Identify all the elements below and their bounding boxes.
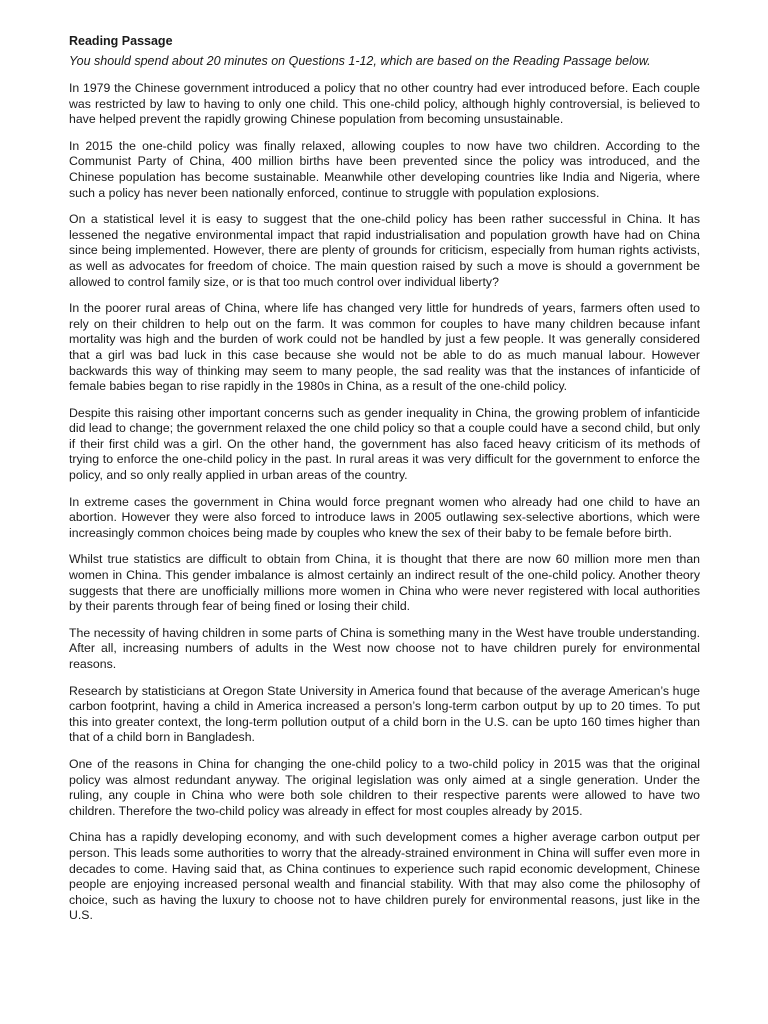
paragraph-2: In 2015 the one-child policy was finally relaxed, allowing couples to now have two children. According to the Communist Party of China, 400 million births have been prevented since the policy was introduced, and the Chinese population has become sustainable. Meanwhile other developing countries like India and Nigeria, where such a policy has never been nationally enforced, continue to struggle with population explosions. xyxy=(69,138,700,200)
paragraph-6: In extreme cases the government in China would force pregnant women who already had one child to have an abortion. However they were also forced to introduce laws in 2005 outlawing sex-selective abortions, which were increasingly common choices being made by couples who knew the sex of their baby to be female before birth. xyxy=(69,494,700,540)
paragraph-11: China has a rapidly developing economy, and with such development comes a higher average carbon output per person. This leads some authorities to worry that the already-strained environment in China will suffer even more in decades to come. Having said that, as China continues to experience such rapid economic development, Chinese people are enjoying increased personal wealth and financial stability. With that may also come the philosophy of choice, such as having the luxury to choose not to have children purely for environmental reasons, just like in the U.S. xyxy=(69,830,700,923)
paragraph-8: The necessity of having children in some parts of China is something many in the West have trouble understanding. After all, increasing numbers of adults in the West now choose not to have children purely for environmental reasons. xyxy=(69,625,700,671)
paragraph-7: Whilst true statistics are difficult to obtain from China, it is thought that there are now 60 million more men than women in China. This gender imbalance is almost certainly an indirect result of the one-child policy. Another theory suggests that there are unofficially millions more women in China who were never registered with local authorities by their parents through fear of being fined or losing their child. xyxy=(69,552,700,614)
paragraph-4: In the poorer rural areas of China, where life has changed very little for hundreds of years, farmers often used to rely on their children to help out on the farm. It was common for couples to have many children because infant mortality was high and the burden of work could not be handled by just a few people. It was generally considered that a girl was bad luck in this case because she would not be able to do as much manual labour. However backwards this way of thinking may seem to many people, the sad reality was that the instances of infanticide of female babies began to rise rapidly in the 1980s in China, as a result of the one-child policy. xyxy=(69,301,700,394)
passage-title: Reading Passage xyxy=(69,34,173,48)
passage-instructions: You should spend about 20 minutes on Questions 1-12, which are based on the Reading Passage below. xyxy=(69,54,651,68)
paragraph-5: Despite this raising other important concerns such as gender inequality in China, the growing problem of infanticide did lead to change; the government relaxed the one child policy so that a couple could have a second child, but only if their first child was a girl. On the other hand, the government has also faced heavy criticism of its methods of trying to enforce the one-child policy in the past. In rural areas it was very difficult for the government to enforce the policy, and so only really applied in urban areas of the country. xyxy=(69,405,700,483)
paragraph-10: One of the reasons in China for changing the one-child policy to a two-child policy in 2015 was that the original policy was almost redundant anyway. The original legislation was only aimed at a single generation. Under the ruling, any couple in China who were both sole children to their respective parents were allowed to have two children. Therefore the two-child policy was already in effect for most couples already by 2015. xyxy=(69,756,700,818)
paragraph-9: Research by statisticians at Oregon State University in America found that because of the average American’s huge carbon footprint, having a child in America increased a person’s long-term carbon output by up to 20 times. To put this into greater context, the long-term pollution output of a child born in the U.S. can be upto 160 times higher than that of a child born in Bangladesh. xyxy=(69,683,700,745)
paragraph-3: On a statistical level it is easy to suggest that the one-child policy has been rather successful in China. It has lessened the negative environmental impact that rapid industrialisation and population growth have had on China since being implemented. However, there are plenty of grounds for criticism, especially from human rights activists, as well as advocates for freedom of choice. The main question raised by such a move is should a government be allowed to control family size, or is that too much control over individual liberty? xyxy=(69,212,700,289)
paragraph-1: In 1979 the Chinese government introduced a policy that no other country had ever introduced before. Each couple was restricted by law to having to only one child. This one-child policy, although highly controversial, is believed to have helped prevent the rapidly growing Chinese population from becoming unsustainable. xyxy=(69,81,700,127)
